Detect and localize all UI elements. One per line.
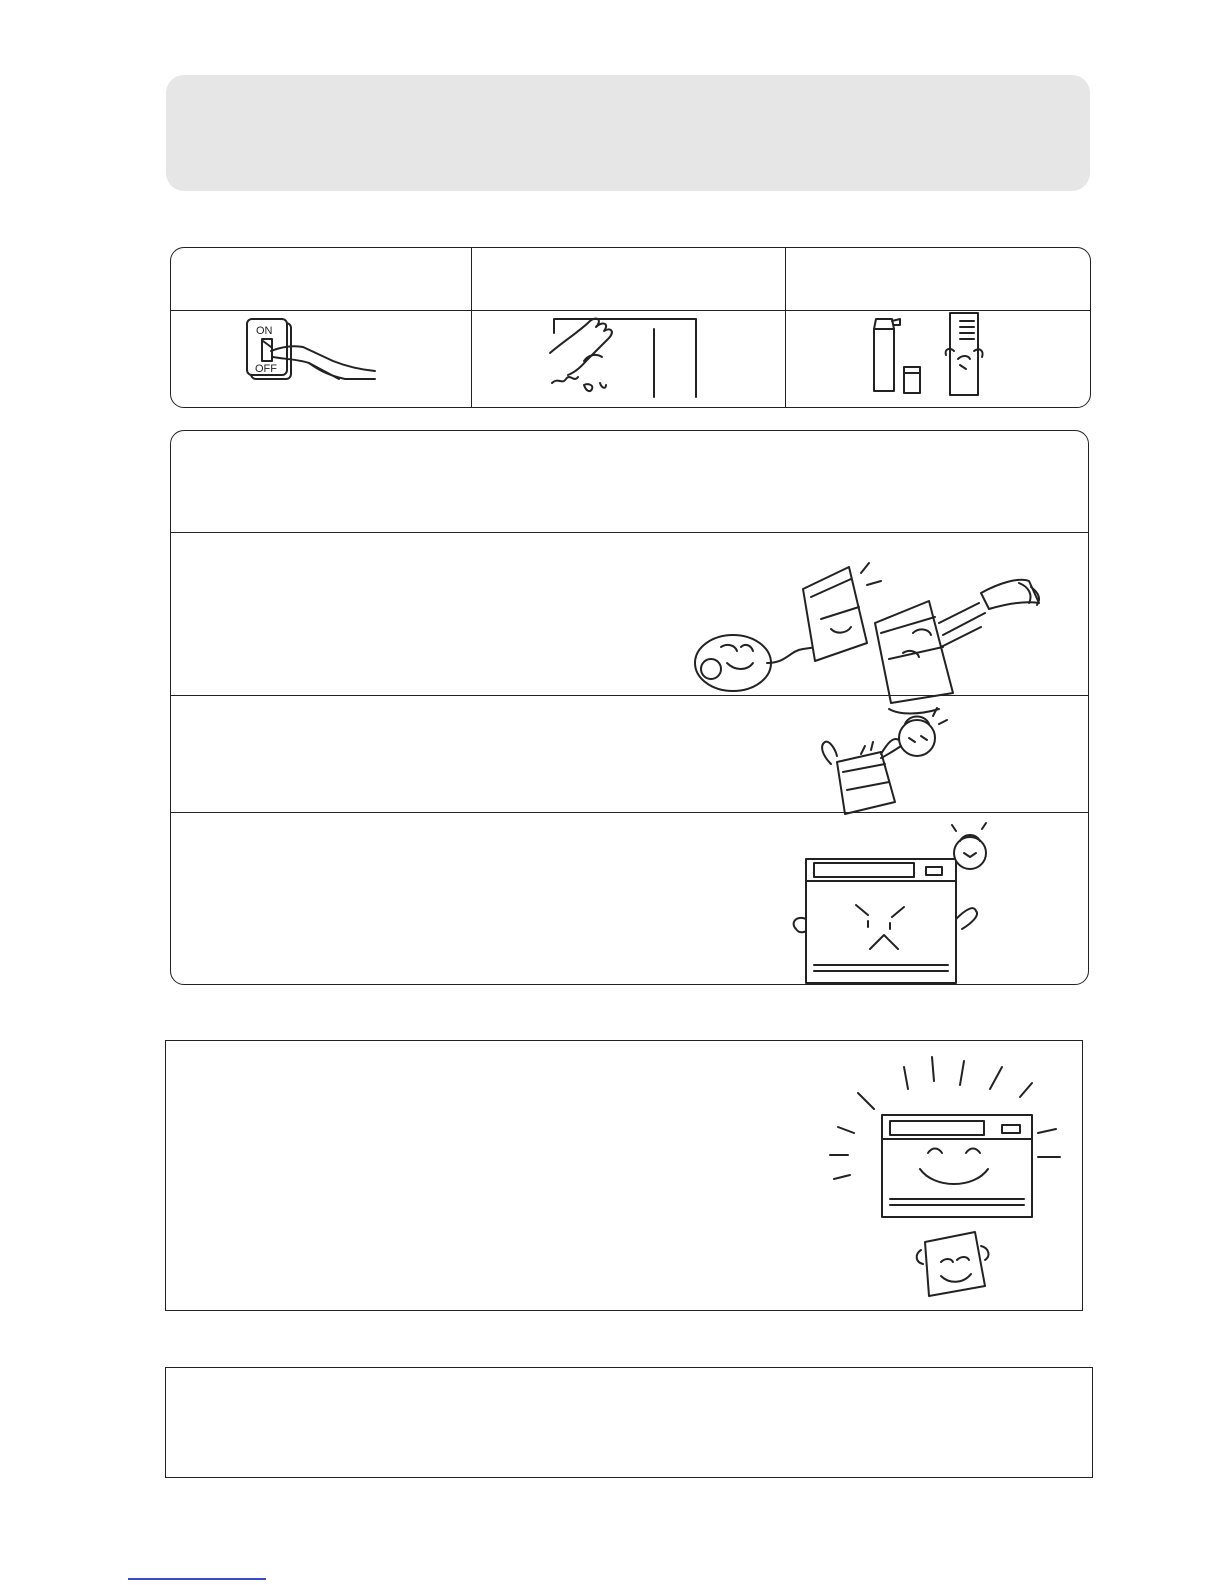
after-cleaning-box	[165, 1040, 1083, 1311]
precaution-heading	[472, 248, 786, 311]
note-box	[165, 1367, 1093, 1478]
precaution-col-wet-hands	[471, 248, 786, 407]
page-title-banner	[166, 75, 1090, 191]
power-switch-icon	[247, 317, 407, 397]
footer-link-underline	[128, 1578, 266, 1580]
thermos-water-icon	[866, 307, 1026, 403]
svg-text:ON: ON	[256, 325, 273, 337]
hot-water-kettle-icon	[801, 706, 951, 816]
unhappy-indoor-unit-icon	[776, 819, 986, 985]
precaution-illustration	[472, 311, 786, 408]
precaution-heading	[786, 248, 1090, 311]
precaution-heading	[171, 248, 471, 311]
precaution-illustration	[171, 311, 471, 408]
maintenance-steps-panel	[170, 430, 1089, 985]
steps-heading-row	[171, 431, 1088, 532]
precaution-col-hot-water	[785, 248, 1090, 407]
vacuum-cleaner-icon	[691, 559, 891, 699]
wiping-cloth-icon	[911, 1226, 1001, 1306]
svg-text:OFF: OFF	[255, 363, 277, 375]
hand-touching-unit-icon	[544, 313, 714, 405]
precaution-col-power	[171, 248, 471, 407]
precautions-table	[170, 247, 1091, 408]
step-row-no-hot-water-unit	[171, 812, 1088, 985]
water-hose-icon	[869, 573, 1069, 713]
step-row-clean-filter	[171, 532, 1088, 696]
precaution-illustration	[786, 311, 1090, 408]
step-row-warm-water	[171, 695, 1088, 813]
happy-indoor-unit-icon	[824, 1049, 1064, 1229]
